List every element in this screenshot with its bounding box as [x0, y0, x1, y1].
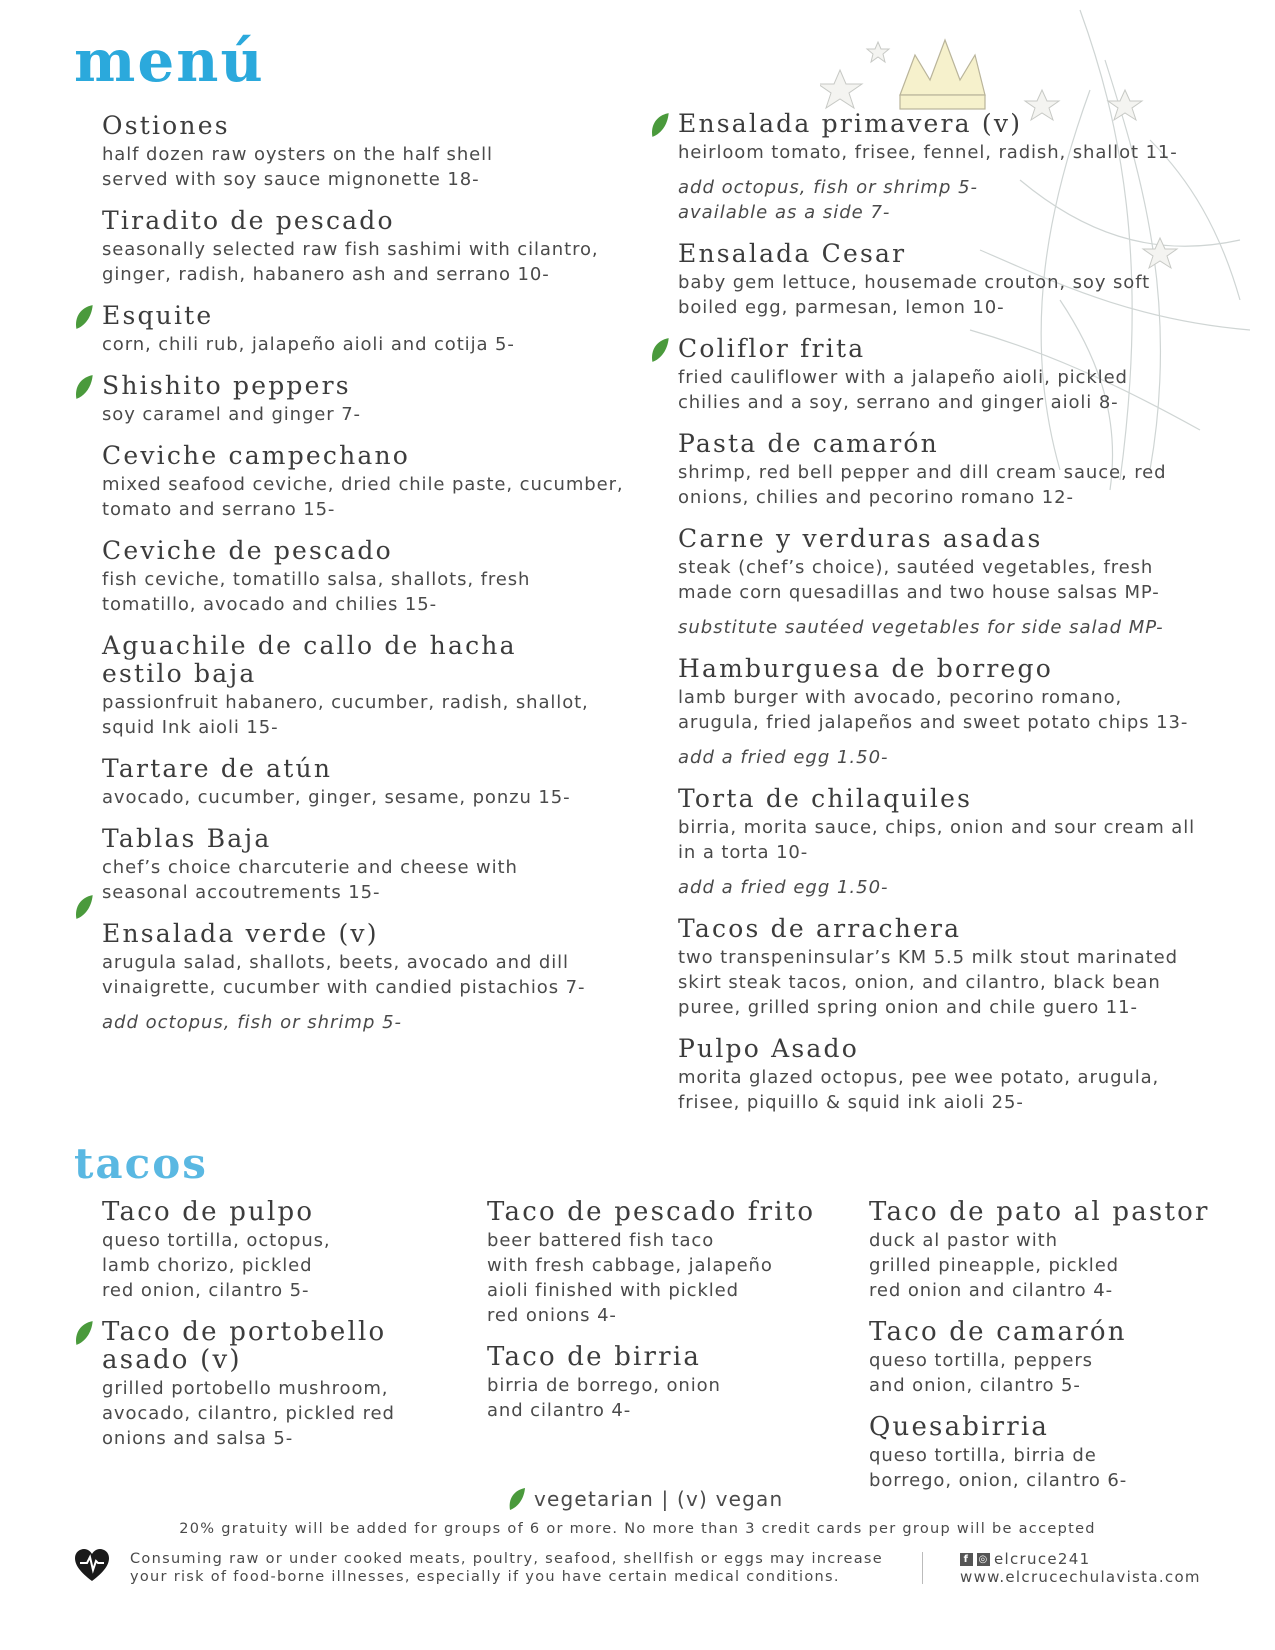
leaf-icon — [508, 1487, 526, 1511]
menu-item — [102, 825, 642, 905]
item-description: chef’s choice charcuterie and cheese with seasonal accoutrements 15- — [102, 857, 518, 903]
item-description: mixed seafood ceviche, dried chile paste, cucumber, tomato and serrano 15- — [102, 474, 624, 520]
menu-item — [678, 430, 1218, 510]
menu-item — [487, 1343, 847, 1423]
menu-left-column — [102, 112, 642, 1050]
item-note: add a fried egg 1.50- — [678, 747, 889, 768]
heart-pulse-icon — [74, 1548, 110, 1584]
menu-item — [102, 372, 642, 427]
item-description: fish ceviche, tomatillo salsa, shallots, fresh tomatillo, avocado and chilies 15- — [102, 569, 531, 615]
item-description: grilled portobello mushroom, avocado, cilantro, pickled red onions and salsa 5- — [102, 1378, 395, 1449]
item-name: Ceviche de pescado — [102, 536, 393, 565]
item-name: Tartare de atún — [102, 754, 333, 783]
item-description: soy caramel and ginger 7- — [102, 404, 361, 425]
item-description: corn, chili rub, jalapeño aioli and cotija 5- — [102, 334, 515, 355]
item-name: Ceviche campechano — [102, 441, 411, 470]
item-name: Ensalada verde (v) — [102, 919, 379, 948]
item-name: Ensalada Cesar — [678, 239, 907, 268]
menu-item — [102, 207, 642, 287]
vegetarian-leaf-icon — [74, 304, 94, 330]
menu-item — [678, 335, 1218, 415]
menu-right-column — [678, 110, 1218, 1130]
menu-item — [678, 785, 1218, 900]
legend — [508, 1487, 783, 1511]
social-block — [960, 1550, 1201, 1586]
item-description: seasonally selected raw fish sashimi with cilantro, ginger, radish, habanero ash and serrano 10- — [102, 239, 599, 285]
item-description: fried cauliflower with a jalapeño aioli, pickled chilies and a soy, serrano and ginger aioli 8- — [678, 367, 1128, 413]
item-description: half dozen raw oysters on the half shell served with soy sauce mignonette 18- — [102, 144, 493, 190]
menu-title: menú — [74, 27, 265, 95]
item-name: Carne y verduras asadas — [678, 524, 1043, 553]
tacos-column-3 — [869, 1198, 1239, 1508]
item-name: Taco de portobello asado (v) — [102, 1317, 387, 1375]
item-name: Taco de pescado frito — [487, 1197, 816, 1227]
item-name: Quesabirria — [869, 1412, 1050, 1442]
item-name: Taco de camarón — [869, 1317, 1127, 1347]
menu-item — [678, 110, 1218, 225]
item-name: Torta de chilaquiles — [678, 784, 973, 813]
item-name: Taco de pulpo — [102, 1197, 315, 1227]
gratuity-notice: 20% gratuity will be added for groups of 6 or more. No more than 3 credit cards per group will be accepted — [179, 1521, 1096, 1537]
item-name: Pulpo Asado — [678, 1034, 859, 1063]
vegetarian-leaf-icon — [74, 374, 94, 400]
footer-divider — [922, 1552, 923, 1584]
tacos-column-1 — [102, 1198, 472, 1466]
item-name: Esquite — [102, 301, 214, 330]
tacos-column-2 — [487, 1198, 847, 1438]
legend-text: vegetarian | (v) vegan — [534, 1487, 784, 1511]
item-name: Pasta de camarón — [678, 429, 939, 458]
menu-item — [102, 755, 642, 810]
menu-item — [869, 1413, 1239, 1493]
item-name: Shishito peppers — [102, 371, 351, 400]
menu-item — [678, 240, 1218, 320]
item-description: morita glazed octopus, pee wee potato, arugula, frisee, piquillo & squid ink aioli 25- — [678, 1067, 1160, 1113]
menu-item — [102, 920, 642, 1035]
menu-item — [102, 632, 642, 740]
item-description: avocado, cucumber, ginger, sesame, ponzu 15- — [102, 787, 571, 808]
item-note: add a fried egg 1.50- — [678, 877, 889, 898]
menu-item — [102, 442, 642, 522]
website-link[interactable]: www.elcrucechulavista.com — [960, 1568, 1201, 1586]
item-description: queso tortilla, octopus, lamb chorizo, pickled red onion, cilantro 5- — [102, 1230, 331, 1301]
item-name: Taco de pato al pastor — [869, 1197, 1210, 1227]
menu-item — [102, 302, 642, 357]
item-name: Taco de birria — [487, 1342, 702, 1372]
item-description: lamb burger with avocado, pecorino romano, arugula, fried jalapeños and sweet potato chips 13- — [678, 687, 1189, 733]
item-description: two transpeninsular’s KM 5.5 milk stout marinated skirt steak tacos, onion, and cilantro, black bean puree, grilled spring onion and chile guero 11- — [678, 947, 1178, 1018]
item-description: beer battered fish taco with fresh cabbage, jalapeño aioli finished with pickled red onions 4- — [487, 1230, 773, 1326]
vegetarian-leaf-icon — [650, 112, 670, 138]
item-note: substitute sautéed vegetables for side salad MP- — [678, 617, 1164, 638]
item-name: Coliflor frita — [678, 334, 866, 363]
item-name: Hamburguesa de borrego — [678, 654, 1053, 683]
item-description: arugula salad, shallots, beets, avocado and dill vinaigrette, cucumber with candied pistachios 7- — [102, 952, 586, 998]
vegetarian-leaf-icon — [74, 894, 94, 920]
facebook-icon[interactable]: f — [960, 1553, 973, 1566]
menu-item — [869, 1318, 1239, 1398]
item-description: baby gem lettuce, housemade crouton, soy soft boiled egg, parmesan, lemon 10- — [678, 272, 1151, 318]
item-note: add octopus, fish or shrimp 5- available as a side 7- — [678, 177, 979, 223]
menu-item — [678, 915, 1218, 1020]
social-handle[interactable]: elcruce241 — [994, 1550, 1091, 1568]
item-description: shrimp, red bell pepper and dill cream sauce, red onions, chilies and pecorino romano 12- — [678, 462, 1167, 508]
item-note: add octopus, fish or shrimp 5- — [102, 1012, 403, 1033]
menu-item — [102, 112, 642, 192]
menu-item — [869, 1198, 1239, 1303]
item-name: Tacos de arrachera — [678, 914, 962, 943]
item-description: birria de borrego, onion and cilantro 4- — [487, 1375, 721, 1421]
menu-item — [102, 537, 642, 617]
vegetarian-leaf-icon — [74, 1320, 94, 1346]
menu-item — [678, 525, 1218, 640]
item-description: birria, morita sauce, chips, onion and sour cream all in a torta 10- — [678, 817, 1195, 863]
item-name: Ensalada primavera (v) — [678, 109, 1023, 138]
menu-item — [487, 1198, 847, 1328]
health-warning: Consuming raw or under cooked meats, poultry, seafood, shellfish or eggs may increase your risk of food-borne illnesses, especially if you have certain medical conditions. — [130, 1551, 883, 1585]
item-description: heirloom tomato, frisee, fennel, radish, shallot 11- — [678, 142, 1178, 163]
item-description: queso tortilla, peppers and onion, cilantro 5- — [869, 1350, 1093, 1396]
item-name: Tablas Baja — [102, 824, 272, 853]
item-name: Tiradito de pescado — [102, 206, 395, 235]
tacos-title: tacos — [74, 1139, 208, 1188]
item-description: duck al pastor with grilled pineapple, pickled red onion and cilantro 4- — [869, 1230, 1120, 1301]
item-description: passionfruit habanero, cucumber, radish, shallot, squid Ink aioli 15- — [102, 692, 589, 738]
menu-item — [102, 1318, 472, 1451]
item-description: steak (chef’s choice), sautéed vegetables, fresh made corn quesadillas and two house salsas MP- — [678, 557, 1160, 603]
menu-item — [678, 1035, 1218, 1115]
vegetarian-leaf-icon — [650, 337, 670, 363]
item-name: Aguachile de callo de hacha estilo baja — [102, 631, 517, 688]
menu-item — [102, 1198, 472, 1303]
item-name: Ostiones — [102, 111, 230, 140]
instagram-icon[interactable]: ◎ — [978, 1553, 989, 1565]
menu-item — [678, 655, 1218, 770]
item-description: queso tortilla, birria de borrego, onion, cilantro 6- — [869, 1445, 1128, 1491]
